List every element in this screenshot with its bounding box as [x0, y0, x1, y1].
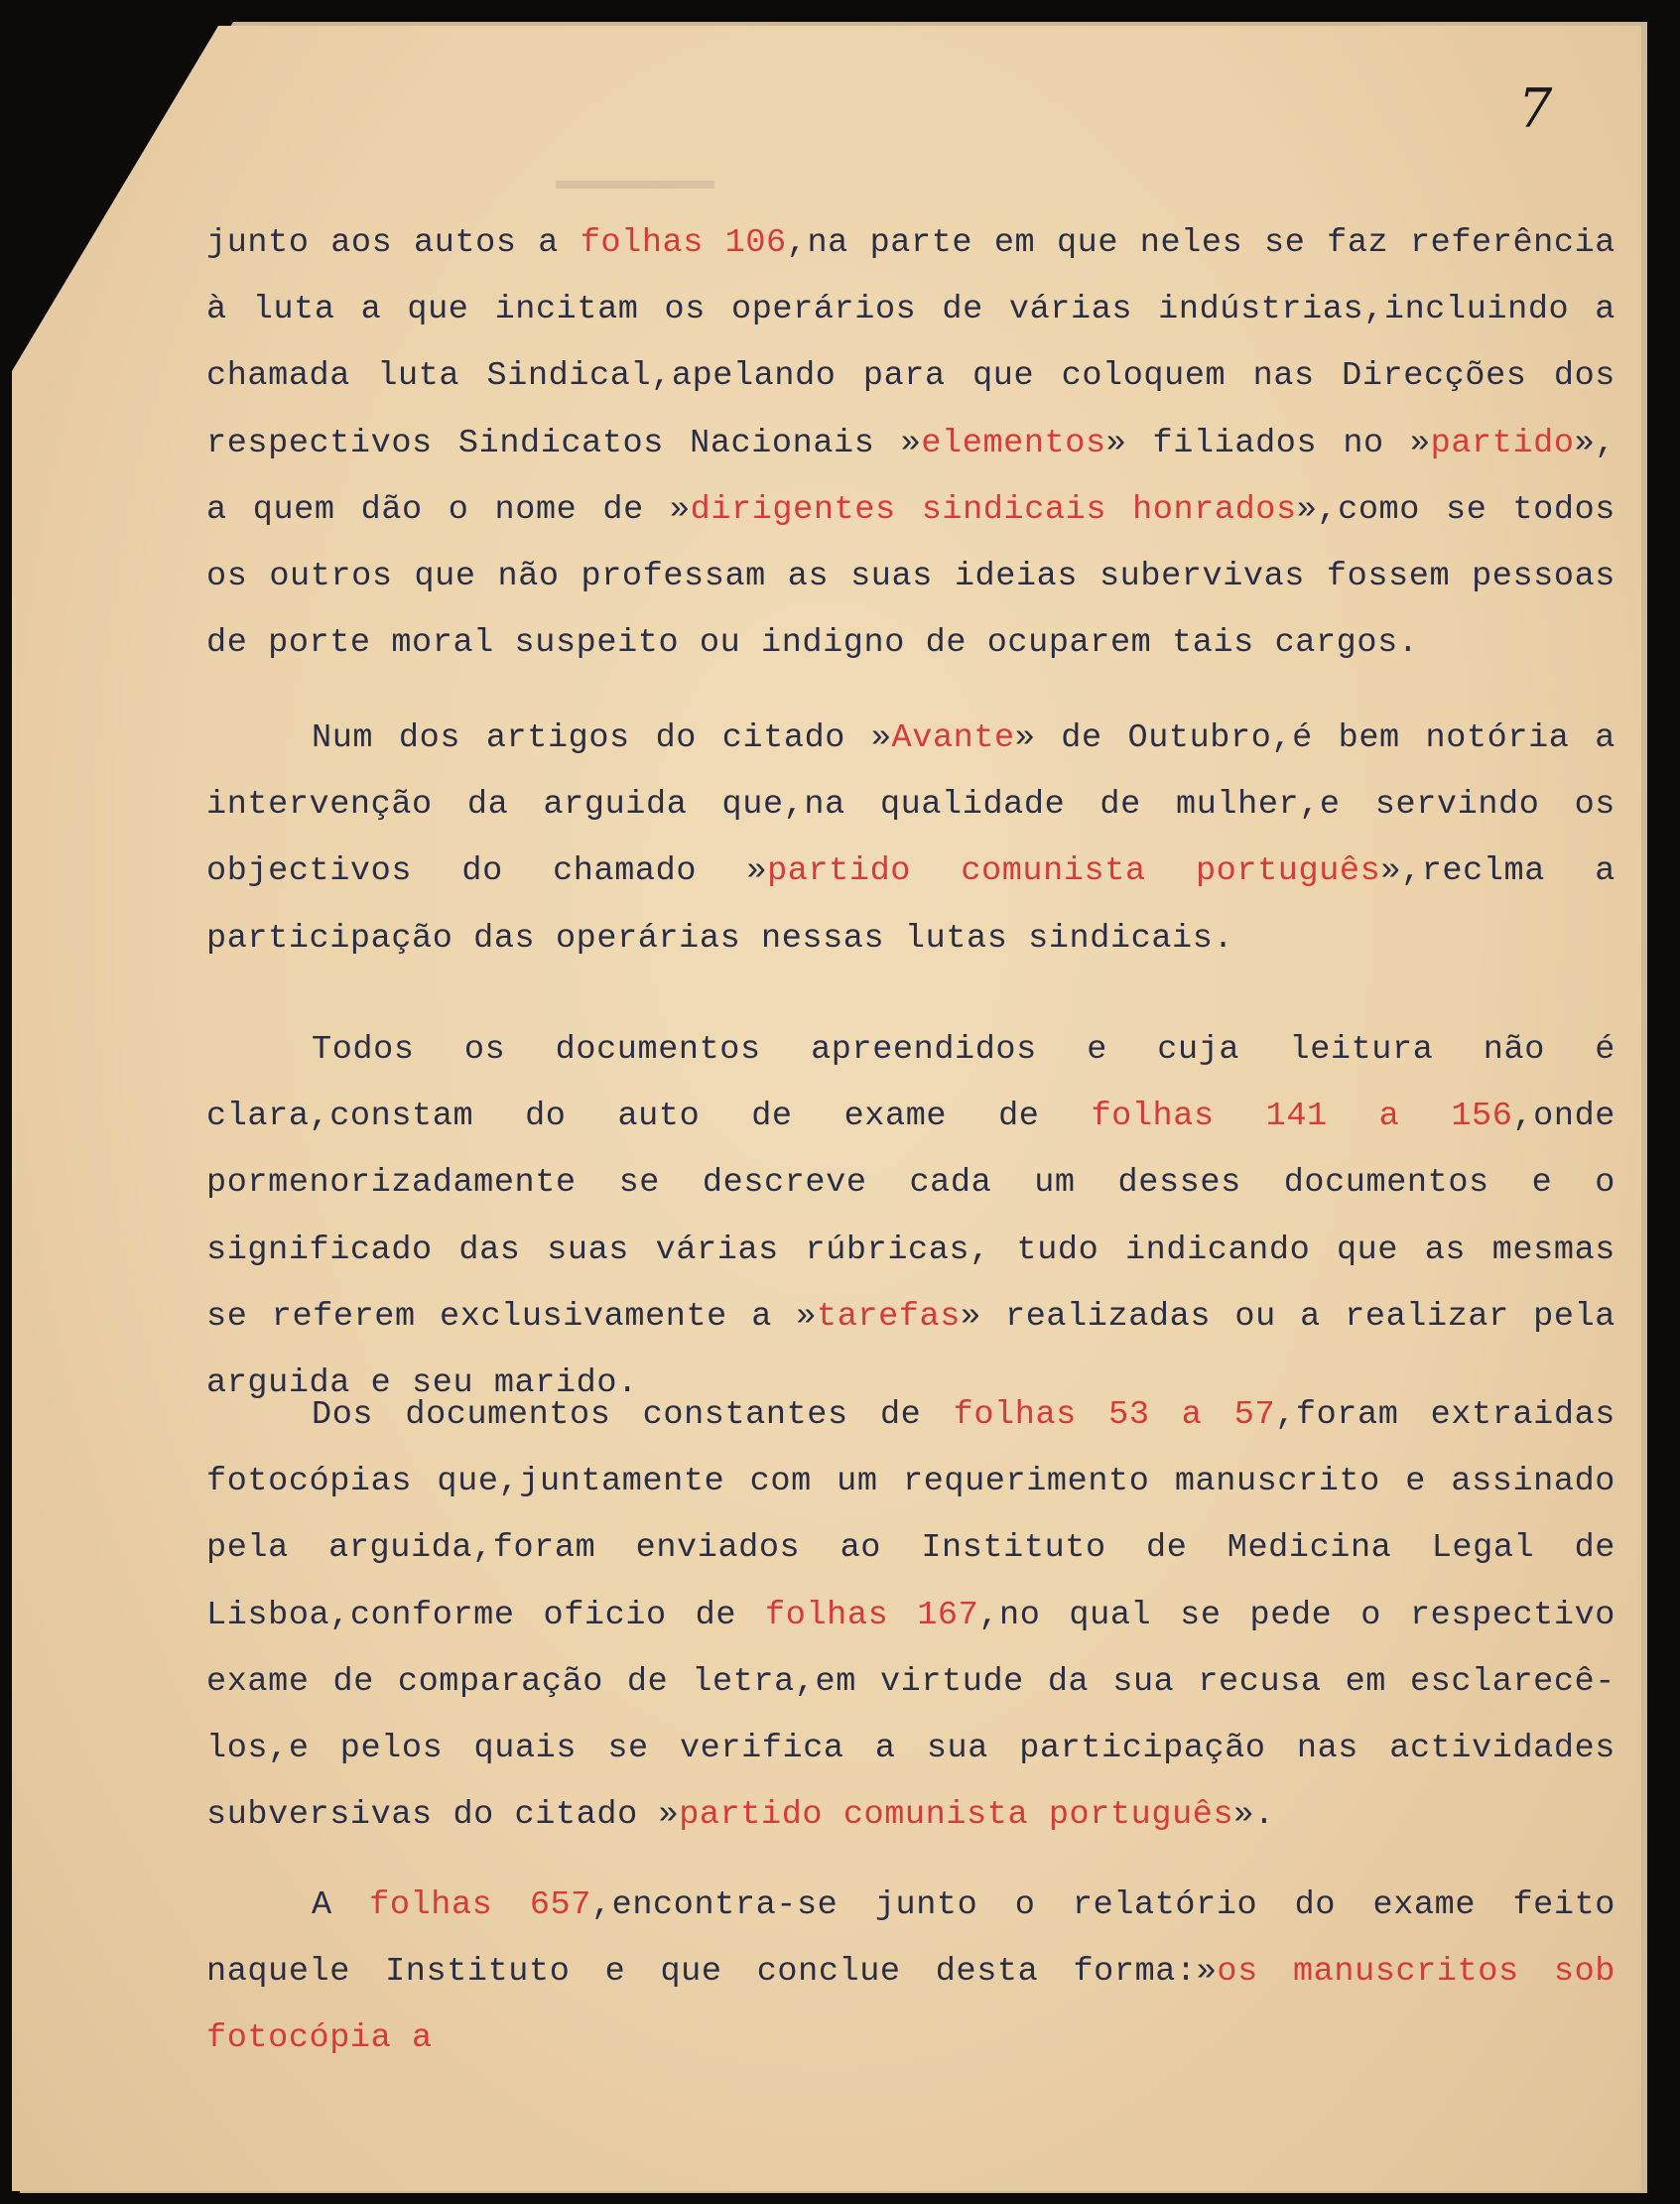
- red-emphasis-text: partido comunista português: [679, 1796, 1234, 1835]
- body-text: » filiados no »: [1105, 424, 1431, 462]
- paragraph-4: [206, 1382, 1615, 1849]
- body-text: junto aos autos a: [206, 224, 581, 262]
- paragraph-1: [206, 210, 1615, 677]
- body-text: Num dos artigos do citado »: [312, 719, 892, 757]
- smudge-mark: [556, 181, 714, 189]
- body-text: ,na parte em que neles se faz referência à luta a que incitam os operários de várias indústrias,incluindo a chamada luta Sindical,apelando para que coloquem nas Direcções dos respectivos Sindicatos Nacionais »: [206, 224, 1615, 462]
- body-text: »,reclma a participação das operárias nessas lutas sindicais.: [206, 852, 1615, 958]
- red-emphasis-text: elementos: [921, 424, 1106, 462]
- red-emphasis-text: partido comunista português: [767, 852, 1381, 891]
- body-text: ,encontra-se junto o relatório do exame feito naquele Instituto e que conclue desta forma:»: [206, 1886, 1615, 1992]
- body-text: », a quem dão o nome de »: [206, 424, 1615, 529]
- body-text: ,onde pormenorizadamente se descreve cada um desses documentos e o significado das suas várias rúbricas, tudo indicando que as mesmas se referem exclusivamente a »: [206, 1098, 1615, 1336]
- red-emphasis-text: tarefas: [817, 1297, 961, 1336]
- red-emphasis-text: Avante: [891, 719, 1015, 757]
- red-emphasis-text: partido: [1430, 424, 1575, 462]
- red-emphasis-text: folhas 53 a 57: [953, 1396, 1276, 1434]
- red-emphasis-text: dirigentes sindicais honrados: [690, 490, 1297, 529]
- red-emphasis-text: folhas 106: [580, 224, 787, 262]
- body-text: ,no qual se pede o respectivo exame de comparação de letra,em virtude da sua recusa em esclarecê-los,e pelos quais se verifica a sua participação nas actividades subversivas do citado »: [206, 1596, 1615, 1835]
- paragraph-3: [206, 1017, 1615, 1417]
- body-text: » de Outubro,é bem notória a intervenção da arguida que,na qualidade de mulher,e servindo os objectivos do chamado »: [206, 719, 1615, 891]
- body-text: ,foram extraidas fotocópias que,juntamente com um requerimento manuscrito e assinado pela arguida,foram enviados ao Instituto de Medicina Legal de Lisboa,conforme oficio de: [206, 1396, 1615, 1634]
- body-text: » realizadas ou a realizar pela arguida e seu marido.: [206, 1297, 1615, 1403]
- red-emphasis-text: os manuscritos sob fotocópia a: [206, 1953, 1615, 2058]
- paragraph-5: [206, 1873, 1615, 2073]
- red-emphasis-text: folhas 657: [369, 1886, 591, 1924]
- body-text: Todos os documentos apreendidos e cuja leitura não é clara,constam do auto de exame de: [206, 1031, 1615, 1136]
- red-emphasis-text: folhas 141 a 156: [1091, 1098, 1513, 1136]
- body-text: Dos documentos constantes de: [312, 1396, 954, 1434]
- paragraph-2: [206, 706, 1615, 972]
- body-text: ».: [1233, 1796, 1275, 1835]
- red-emphasis-text: folhas 167: [765, 1596, 979, 1634]
- page-number: 7: [1518, 77, 1553, 140]
- body-text: »,como se todos os outros que não professam as suas ideias subervivas fossem pessoas de porte moral suspeito ou indigno de ocuparem tais cargos.: [206, 490, 1615, 663]
- body-text: A: [312, 1886, 370, 1924]
